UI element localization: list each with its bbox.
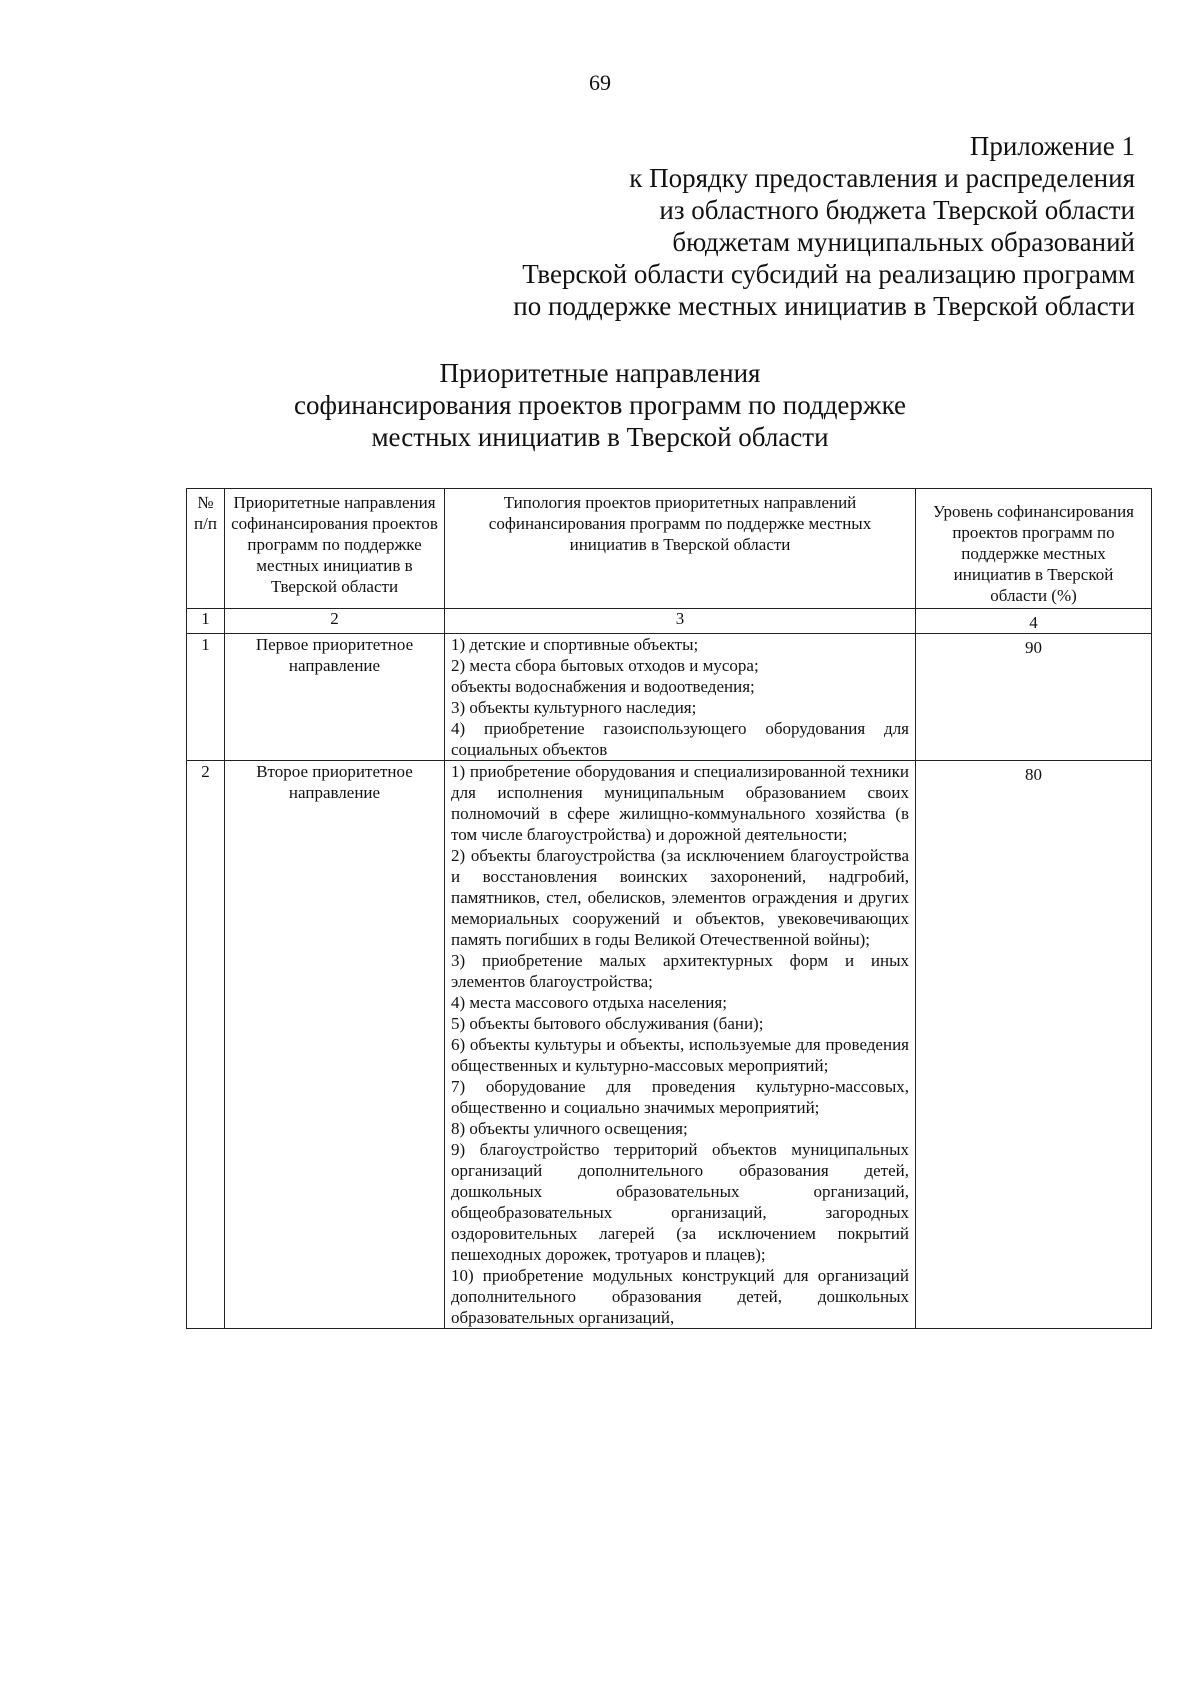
typology-item: 6) объекты культуры и объекты, используемые для проведения общественных и культурно-массовых мероприятий; xyxy=(451,1035,909,1075)
typology-item: 4) места массового отдыха населения; xyxy=(451,993,727,1012)
appendix-line: по поддержке местных инициатив в Тверской области xyxy=(513,291,1135,321)
row-level: 90 xyxy=(916,634,1152,761)
row-direction: Первое приоритетное направление xyxy=(225,634,445,761)
row-num: 1 xyxy=(187,634,225,761)
row-typology xyxy=(445,634,916,761)
table-row xyxy=(187,761,1152,1329)
typology-item: 3) объекты культурного наследия; xyxy=(451,698,697,717)
row-level: 80 xyxy=(916,761,1152,1329)
appendix-line: Приложение 1 xyxy=(969,131,1135,161)
column-number: 1 xyxy=(187,609,225,634)
header-direction: Приоритетные направления софинансирования проектов программ по поддержке местных инициатив в Тверской области xyxy=(225,489,445,609)
table-header-row xyxy=(187,489,1152,609)
column-number-row xyxy=(187,609,1152,634)
typology-item: 7) оборудование для проведения культурно-массовых, общественно и социально значимых мероприятий; xyxy=(451,1077,909,1117)
appendix-line: Тверской области субсидий на реализацию программ xyxy=(522,259,1135,289)
typology-item: 3) приобретение малых архитектурных форм и иных элементов благоустройства; xyxy=(451,951,909,991)
typology-item: 8) объекты уличного освещения; xyxy=(451,1119,688,1138)
header-num: № п/п xyxy=(187,489,225,609)
appendix-line: к Порядку предоставления и распределения xyxy=(629,163,1135,193)
row-direction: Второе приоритетное направление xyxy=(225,761,445,1329)
column-number: 2 xyxy=(225,609,445,634)
typology-item: 4) приобретение газоиспользующего оборудования для социальных объектов xyxy=(451,719,909,759)
typology-item: 5) объекты бытового обслуживания (бани); xyxy=(451,1014,764,1033)
priority-directions-table xyxy=(186,488,1152,1329)
row-num: 2 xyxy=(187,761,225,1329)
typology-item: 2) объекты благоустройства (за исключением благоустройства и восстановления воинских захоронений, надгробий, памятников, стел, обелисков, элементов ограждения и других мемориальных сооружений и объектов, увековечивающих память погибших в годы Великой Отечественной войны); xyxy=(451,846,909,949)
typology-item: 1) детские и спортивные объекты; xyxy=(451,635,699,654)
column-number: 3 xyxy=(445,609,916,634)
typology-item: 1) приобретение оборудования и специализированной техники для исполнения муниципальным образованием своих полномочий в сфере жилищно-коммунального хозяйства (в том числе благоустройства) и дорожной деятельности; xyxy=(451,762,909,844)
header-level: Уровень софинансирования проектов программ по поддержке местных инициатив в Тверской области (%) xyxy=(916,489,1152,609)
column-number: 4 xyxy=(916,609,1152,634)
document-title xyxy=(0,357,1200,453)
typology-item: 10) приобретение модульных конструкций для организаций дополнительного образования детей, дошкольных образовательных организаций, xyxy=(451,1266,909,1327)
title-line: местных инициатив в Тверской области xyxy=(371,422,829,452)
appendix-line: из областного бюджета Тверской области xyxy=(659,195,1135,225)
header-typology: Типология проектов приоритетных направлений софинансирования программ по поддержке местных инициатив в Тверской области xyxy=(445,489,916,609)
appendix-heading xyxy=(375,130,1135,322)
typology-item: объекты водоснабжения и водоотведения; xyxy=(451,677,755,696)
row-typology xyxy=(445,761,916,1329)
typology-item: 9) благоустройство территорий объектов муниципальных организаций дополнительного образования детей, дошкольных образовательных организаций, общеобразовательных организаций, загородных оздоровительных лагерей (за исключением покрытий пешеходных дорожек, тротуаров и плацев); xyxy=(451,1140,909,1264)
title-line: софинансирования проектов программ по поддержке xyxy=(294,390,906,420)
title-line: Приоритетные направления xyxy=(439,358,761,388)
typology-item: 2) места сбора бытовых отходов и мусора; xyxy=(451,656,759,675)
appendix-line: бюджетам муниципальных образований xyxy=(672,227,1135,257)
page-number: 69 xyxy=(589,70,611,95)
table-row xyxy=(187,634,1152,761)
